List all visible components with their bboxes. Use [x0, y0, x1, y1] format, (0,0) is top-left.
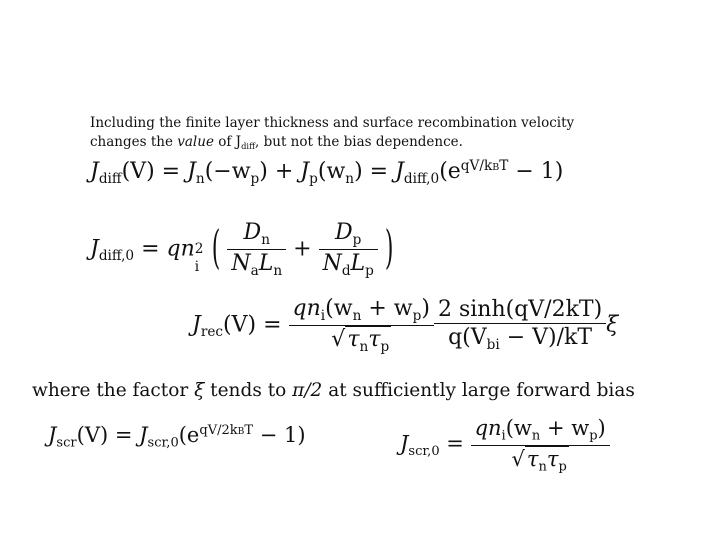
fraction-scr0: $\frac{qn_i(w_n + w_p)}{√\tau_n\tau_p}$ — [471, 416, 610, 474]
right-paren: ) — [384, 223, 394, 276]
sqrt-sign: √ — [511, 446, 525, 471]
intro-line-2: changes the value of $J_{diff}$, but not the bias dependence. — [90, 134, 463, 151]
intro-text — [90, 114, 574, 156]
fraction-rec-1: $\frac{qn_i(w_n + w_p)}{√\tau_n\tau_p}$ — [289, 296, 434, 355]
fraction-dp: $\frac{D_p}{N_dL_p}$ — [319, 220, 378, 279]
intro-line-1: Including the finite layer thickness and surface recombination velocity — [90, 115, 575, 131]
factor-statement: where the factor ξ tends to π/2 at sufficiently large forward bias — [32, 380, 635, 401]
equation-jrec: $J_{rec}(V)$ = $\frac{qn_i(w_n + w_p)}{√\tau_n\tau_p}$ $\frac{2 \sinh(qV/2kT)}{q(V_{bi} - V)/kT}$ ξ — [192, 296, 619, 355]
left-paren: ( — [211, 223, 221, 276]
equation-jdiff0: $J_{diff,0}$ = qn 2 i ( $\frac{D_n}{N_aL_n}$ + $\frac{D_p}{N_dL_p}$ ) — [90, 220, 394, 279]
equation-jscr0: $J_{scr,0}$ = $\frac{qn_i(w_n + w_p)}{√\tau_n\tau_p}$ — [400, 416, 610, 474]
equation-jscr: $J_{scr}(V) = J_{scr,0}(e^{qV/2kBT} - 1)$ — [48, 423, 306, 451]
fraction-rec-2: $\frac{2 \sinh(qV/2kT)}{q(V_{bi} - V)/kT}$ — [434, 297, 606, 353]
equation-jdiff: $J_{diff}(V) = J_n(-w_p) + J_p(w_n) = J_{diff,0}(e^{qV/kBT} - 1)$ — [90, 158, 564, 187]
sqrt-sign: √ — [331, 326, 346, 352]
fraction-dn: $\frac{D_n}{N_aL_n}$ — [227, 220, 286, 279]
